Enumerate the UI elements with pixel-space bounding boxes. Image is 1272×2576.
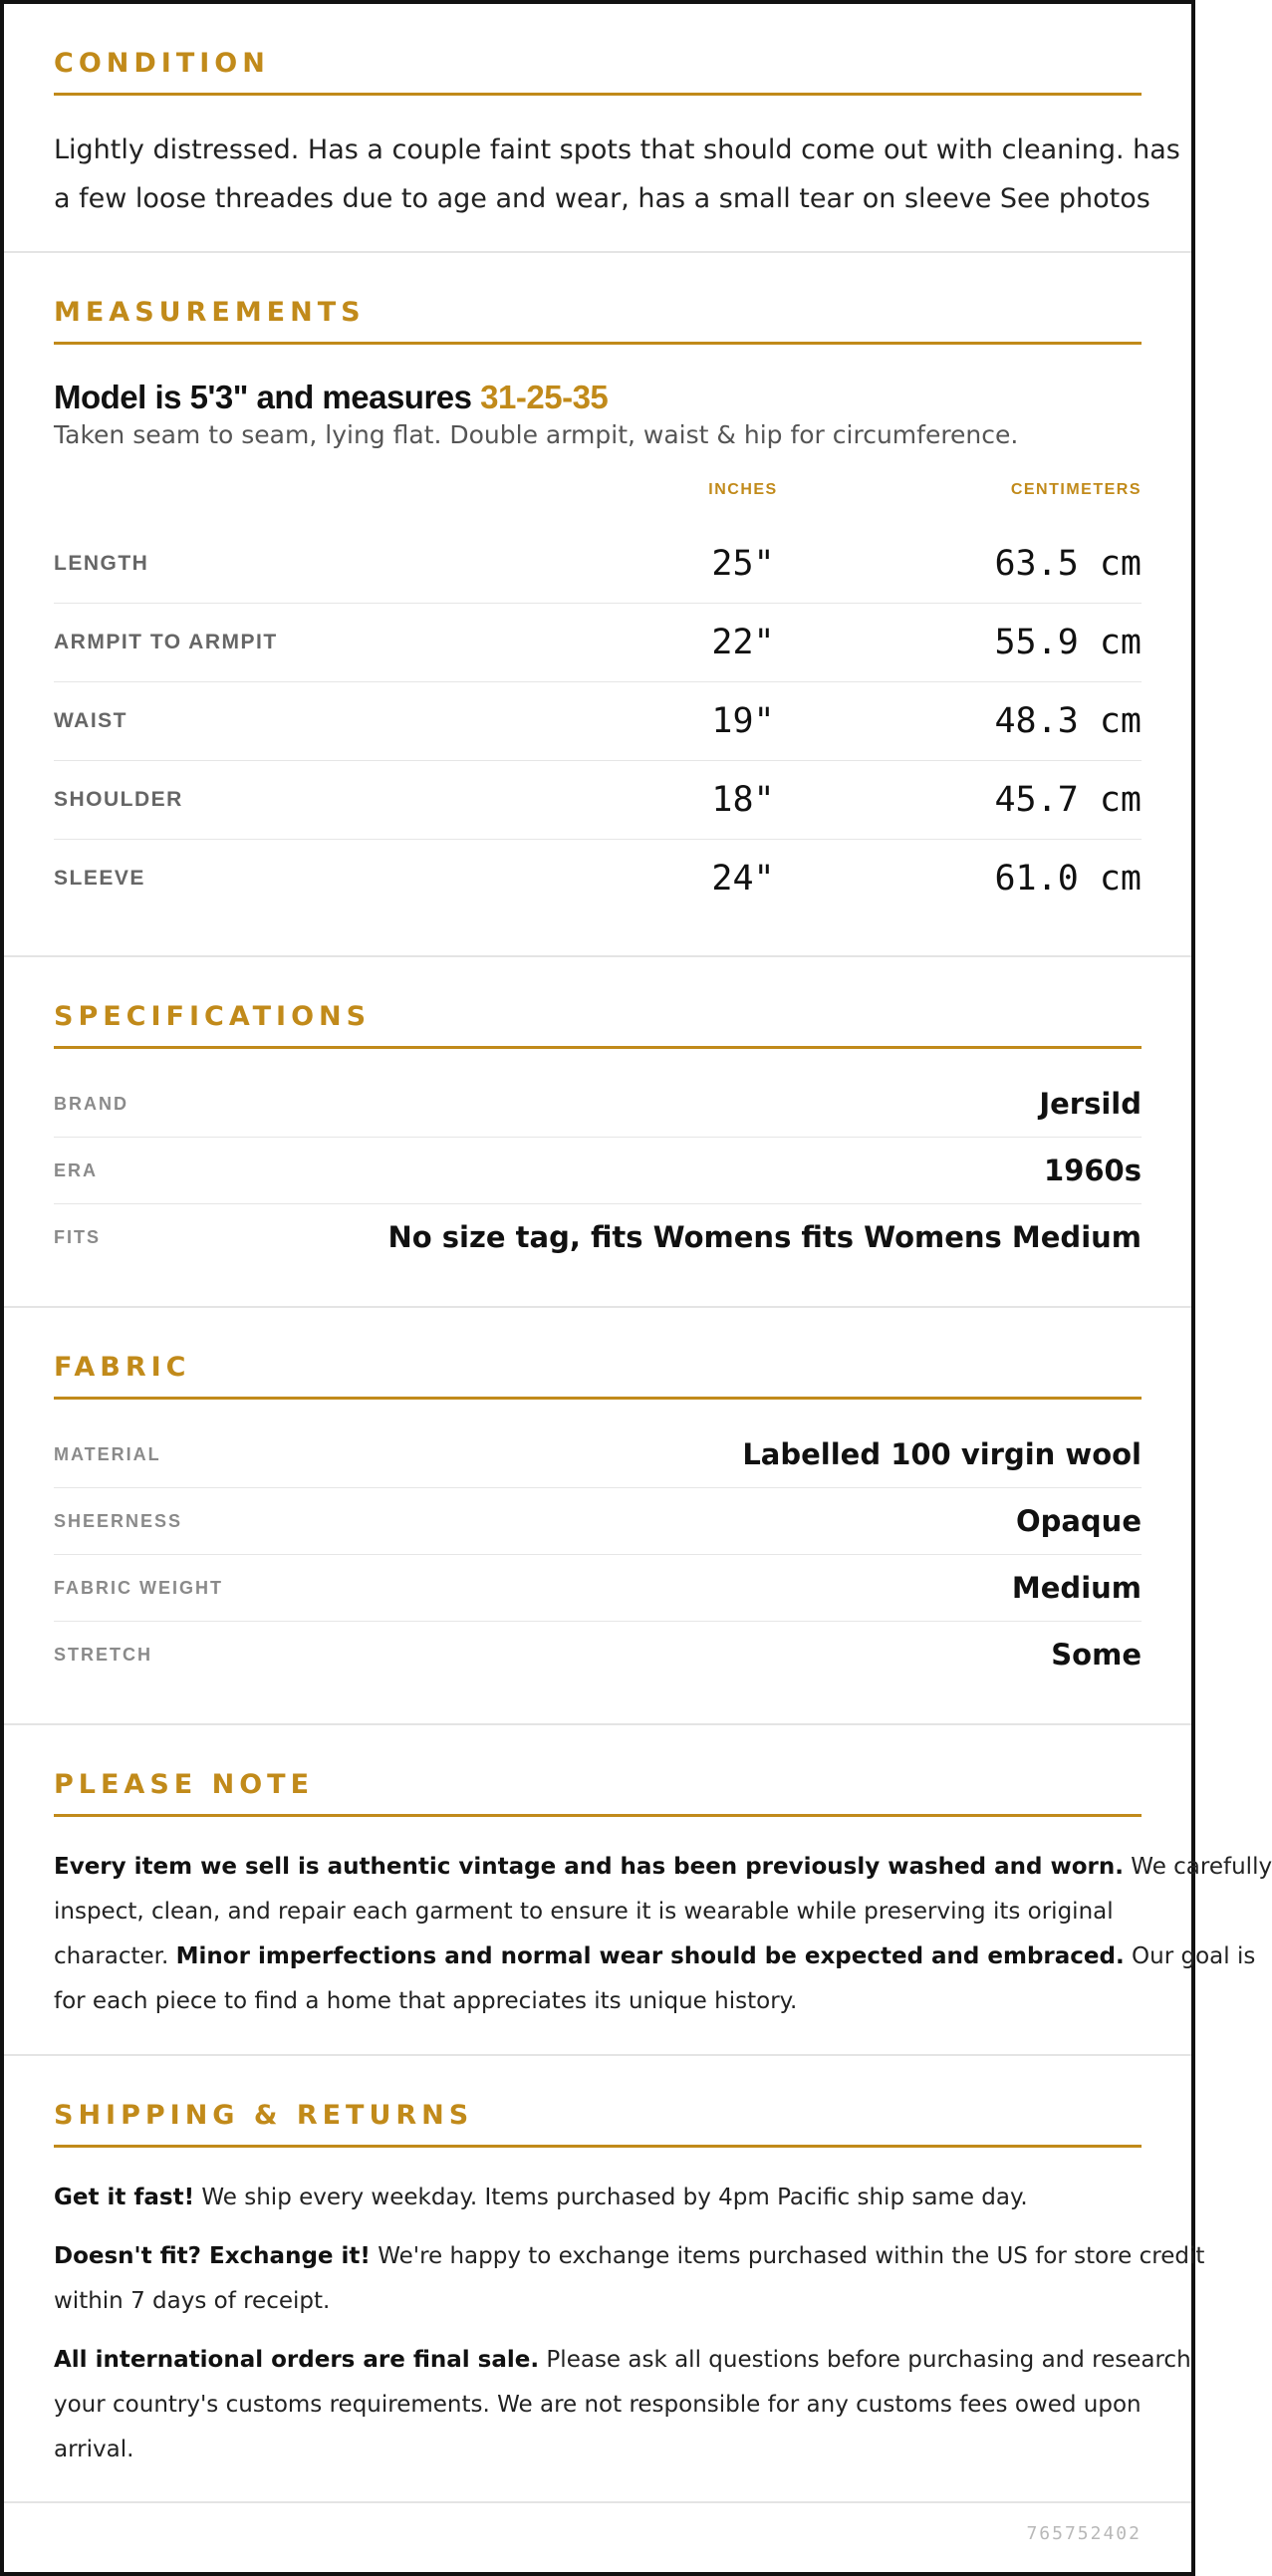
- measurements-section: [4, 253, 1191, 957]
- fabric-label: STRETCH: [54, 1644, 152, 1665]
- shipping-heading: SHIPPING & RETURNS: [54, 2100, 1142, 2148]
- measurement-inches: 25": [711, 544, 775, 584]
- shipping-text: We ship every weekday. Items purchased by 4pm Pacific ship same day.: [194, 2185, 1028, 2210]
- fabric-heading: FABRIC: [54, 1352, 1142, 1400]
- measurements-header-row: [54, 481, 1142, 505]
- specifications-heading: SPECIFICATIONS: [54, 1001, 1142, 1049]
- fabric-value: Medium: [1011, 1571, 1142, 1605]
- spec-row-brand: [54, 1071, 1142, 1138]
- measurement-label: SLEEVE: [54, 867, 145, 890]
- model-prefix: Model is 5'3" and measures: [54, 379, 481, 415]
- fabric-list: [54, 1421, 1142, 1687]
- fabric-label: MATERIAL: [54, 1443, 161, 1464]
- spec-label: BRAND: [54, 1093, 128, 1114]
- condition-section: [4, 4, 1191, 253]
- specifications-section: [4, 957, 1191, 1308]
- condition-description: [54, 126, 1180, 223]
- fabric-row-sheerness: [54, 1488, 1142, 1555]
- measurements-heading: MEASUREMENTS: [54, 297, 1142, 345]
- inches-column-header: INCHES: [708, 481, 778, 498]
- condition-line-2: a few loose threades due to age and wear, has a small tear on sleeve See photos: [54, 183, 1150, 214]
- shipping-paragraph-international: [54, 2338, 1191, 2472]
- international-line-1: [54, 2338, 1191, 2383]
- measurement-label: LENGTH: [54, 552, 149, 575]
- fabric-row-weight: [54, 1555, 1142, 1622]
- fabric-value: Some: [1051, 1638, 1142, 1672]
- measurement-label: ARMPIT TO ARMPIT: [54, 631, 278, 653]
- measurement-label: WAIST: [54, 709, 127, 732]
- please-note-text: [54, 1845, 1272, 2024]
- fabric-section: [4, 1308, 1191, 1725]
- centimeters-column-header: CENTIMETERS: [1010, 481, 1142, 498]
- fabric-label: SHEERNESS: [54, 1510, 183, 1531]
- measurement-label: SHOULDER: [54, 788, 183, 811]
- measurement-row-shoulder: [54, 761, 1142, 840]
- please-note-section: [4, 1725, 1272, 2056]
- shipping-returns-section: [4, 2056, 1205, 2503]
- spec-value: No size tag, fits Womens fits Womens Medium: [387, 1220, 1142, 1254]
- spec-row-era: [54, 1138, 1142, 1204]
- please-note-heading: PLEASE NOTE: [54, 1769, 1142, 1817]
- spec-row-fits: [54, 1204, 1142, 1270]
- fabric-row-material: [54, 1421, 1142, 1488]
- measurement-row-length: [54, 525, 1142, 604]
- note-text-3b: Our goal is: [1124, 1943, 1256, 1969]
- header-spacer: [54, 481, 643, 505]
- shipping-paragraph-exchange: [54, 2234, 1205, 2324]
- international-line-2: your country's customs requirements. We are not responsible for any customs fees owed upon: [54, 2392, 1142, 2418]
- exchange-line-1: [54, 2234, 1205, 2279]
- note-line-4: for each piece to find a home that appreciates its unique history.: [54, 1988, 798, 2014]
- specifications-list: [54, 1071, 1142, 1270]
- spec-label: ERA: [54, 1159, 99, 1180]
- measurement-cm: 45.7 cm: [994, 780, 1142, 820]
- shipping-paragraph-fast: [54, 2176, 1142, 2220]
- note-bold-3: Minor imperfections and normal wear should be expected and embraced.: [175, 1943, 1125, 1969]
- measurement-note: Taken seam to seam, lying flat. Double armpit, waist & hip for circumference.: [54, 420, 1019, 449]
- measurement-row-sleeve: [54, 840, 1142, 917]
- measurement-cm: 48.3 cm: [994, 701, 1142, 741]
- international-bold: All international orders are final sale.: [54, 2347, 540, 2373]
- measurement-inches: 19": [711, 701, 775, 741]
- condition-line-1: Lightly distressed. Has a couple faint spots that should come out with cleaning. has: [54, 134, 1180, 165]
- international-text: Please ask all questions before purchasing and research: [539, 2347, 1191, 2373]
- measurement-inches: 22": [711, 623, 775, 662]
- measurement-cm: 63.5 cm: [994, 544, 1142, 584]
- exchange-bold: Doesn't fit? Exchange it!: [54, 2243, 371, 2269]
- item-id: 765752402: [1026, 2523, 1142, 2544]
- spec-value: 1960s: [1044, 1154, 1142, 1187]
- exchange-text: We're happy to exchange items purchased within the US for store credit: [370, 2243, 1205, 2269]
- spec-value: Jersild: [1039, 1087, 1142, 1121]
- note-text-3a: character.: [54, 1943, 176, 1969]
- condition-heading: CONDITION: [54, 48, 1142, 96]
- note-line-1: [54, 1845, 1272, 1890]
- note-line-2: inspect, clean, and repair each garment to ensure it is wearable while preserving its original: [54, 1899, 1114, 1925]
- model-measures: 31-25-35: [480, 379, 609, 415]
- note-bold-1: Every item we sell is authentic vintage and has been previously washed and worn.: [54, 1854, 1124, 1880]
- shipping-line: [54, 2176, 1142, 2220]
- measurement-cm: 55.9 cm: [994, 623, 1142, 662]
- spec-label: FITS: [54, 1226, 101, 1247]
- measurement-inches: 18": [711, 780, 775, 820]
- shipping-bold: Get it fast!: [54, 2185, 195, 2210]
- exchange-line-2: within 7 days of receipt.: [54, 2288, 331, 2314]
- fabric-label: FABRIC WEIGHT: [54, 1577, 223, 1598]
- measurement-row-armpit: [54, 604, 1142, 682]
- note-line-3: [54, 1934, 1256, 1979]
- fabric-value: Opaque: [1015, 1504, 1142, 1538]
- fabric-row-stretch: [54, 1622, 1142, 1687]
- international-line-3: arrival.: [54, 2437, 134, 2462]
- measurement-row-waist: [54, 682, 1142, 761]
- measurement-cm: 61.0 cm: [994, 859, 1142, 899]
- model-info: [54, 379, 1142, 416]
- measurement-inches: 24": [711, 859, 775, 899]
- measurements-table: [54, 481, 1142, 917]
- fabric-value: Labelled 100 virgin wool: [742, 1437, 1142, 1471]
- note-text-1: We carefully: [1124, 1854, 1272, 1880]
